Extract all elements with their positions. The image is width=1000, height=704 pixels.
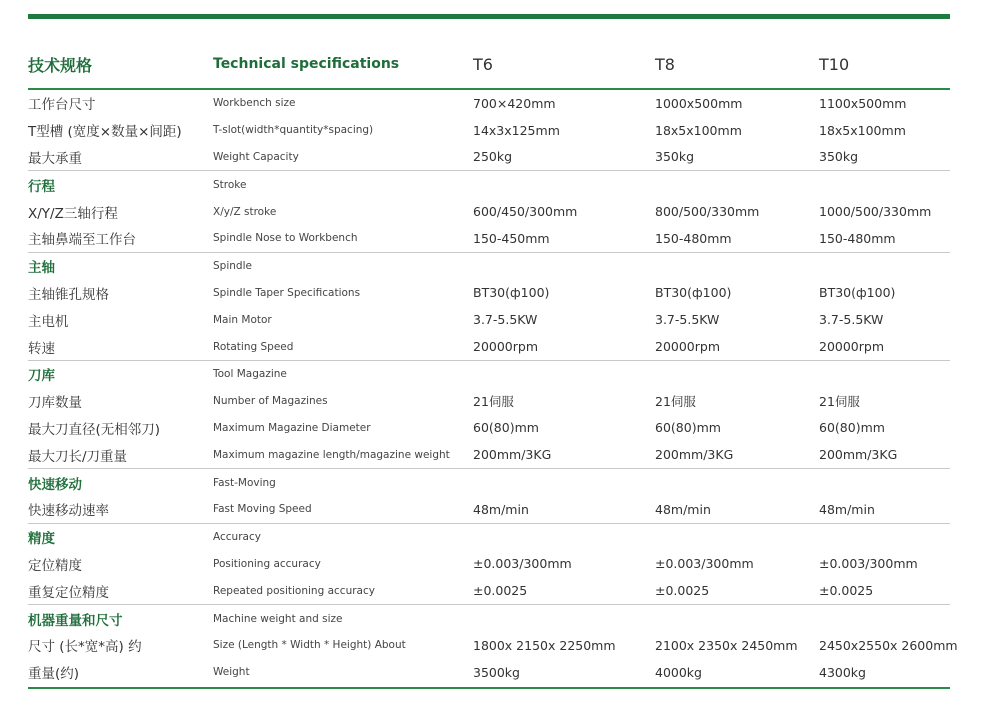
spec-value-t8: 60(80)mm (655, 420, 721, 436)
spec-value-t6: 21伺服 (473, 394, 514, 410)
spec-en-label: Main Motor (213, 313, 272, 326)
section-cn-label: 主轴 (28, 260, 55, 277)
spec-value-t6: ±0.0025 (473, 583, 528, 599)
header-model-t8: T8 (655, 54, 675, 74)
spec-row (28, 496, 950, 523)
spec-en-label: Rotating Speed (213, 340, 294, 353)
section-cn-label: 快速移动 (28, 476, 82, 493)
section-cn-label: 精度 (28, 531, 55, 548)
section-heading-row (28, 604, 950, 632)
spec-cn-label: 尺寸 (长*宽*高) 约 (28, 639, 142, 656)
spec-value-t10: ±0.003/300mm (819, 556, 918, 572)
spec-en-label: Weight (213, 666, 250, 679)
section-en-label: Fast-Moving (213, 476, 276, 489)
spec-value-t10: ±0.0025 (819, 583, 874, 599)
spec-cn-label: 最大刀长/刀重量 (28, 448, 128, 465)
spec-cn-label: 重复定位精度 (28, 584, 109, 601)
spec-row (28, 306, 950, 333)
spec-cn-label: 重量(约) (28, 666, 80, 683)
spec-cn-label: 最大刀直径(无相邻刀) (28, 421, 161, 438)
spec-en-label: Repeated positioning accuracy (213, 584, 375, 597)
spec-row (28, 280, 950, 307)
spec-value-t6: 3.7-5.5KW (473, 312, 538, 328)
spec-value-t8: 800/500/330mm (655, 204, 760, 220)
section-cn-label: 行程 (28, 178, 55, 195)
spec-row (28, 415, 950, 442)
spec-cn-label: 定位精度 (28, 557, 82, 574)
spec-en-label: Positioning accuracy (213, 557, 321, 570)
spec-value-t6: 14x3x125mm (473, 122, 560, 138)
header-cn-title: 技术规格 (28, 55, 93, 75)
spec-cn-label: 主轴鼻端至工作台 (28, 232, 136, 249)
spec-value-t10: 4300kg (819, 664, 866, 680)
spec-en-label: Weight Capacity (213, 150, 299, 163)
spec-value-t10: 60(80)mm (819, 420, 885, 436)
spec-en-label: Maximum Magazine Diameter (213, 421, 371, 434)
spec-value-t8: ±0.0025 (655, 583, 710, 599)
spec-value-t10: 20000rpm (819, 339, 885, 355)
spec-row (28, 659, 950, 686)
spec-value-t6: 150-450mm (473, 230, 550, 246)
spec-cn-label: T型槽 (宽度×数量×间距) (28, 124, 182, 141)
spec-value-t10: 18x5x100mm (819, 122, 906, 138)
spec-value-t10: 21伺服 (819, 394, 860, 410)
spec-value-t8: 18x5x100mm (655, 122, 742, 138)
spec-value-t8: 4000kg (655, 664, 702, 680)
spec-value-t6: 20000rpm (473, 339, 539, 355)
bottom-rule (28, 687, 950, 689)
spec-value-t10: BT30(ф100) (819, 285, 896, 301)
spec-cn-label: 最大承重 (28, 150, 82, 167)
spec-value-t10: 1000/500/330mm (819, 204, 932, 220)
spec-value-t6: 3500kg (473, 664, 520, 680)
spec-value-t8: 21伺服 (655, 394, 696, 410)
spec-value-t8: 200mm/3KG (655, 447, 734, 463)
spec-value-t10: 350kg (819, 149, 859, 165)
spec-cn-label: 快速移动速率 (28, 503, 109, 520)
spec-row (28, 144, 950, 171)
section-heading-row (28, 252, 950, 280)
spec-en-label: X/y/Z stroke (213, 205, 277, 218)
spec-cn-label: 主电机 (28, 313, 69, 330)
spec-en-label: Spindle Nose to Workbench (213, 232, 358, 245)
spec-en-label: Fast Moving Speed (213, 503, 312, 516)
section-cn-label: 机器重量和尺寸 (28, 612, 123, 629)
spec-cn-label: 转速 (28, 340, 55, 357)
spec-value-t6: 60(80)mm (473, 420, 539, 436)
spec-cn-label: 工作台尺寸 (28, 97, 96, 114)
spec-en-label: Workbench size (213, 97, 296, 110)
spec-value-t6: 1800x 2150x 2250mm (473, 637, 616, 653)
spec-value-t8: BT30(ф100) (655, 285, 732, 301)
section-heading-row (28, 523, 950, 551)
spec-value-t8: ±0.003/300mm (655, 556, 754, 572)
spec-value-t10: 1100x500mm (819, 95, 907, 111)
spec-cn-label: X/Y/Z三轴行程 (28, 205, 118, 222)
spec-value-t8: 2100x 2350x 2450mm (655, 637, 798, 653)
section-en-label: Spindle (213, 260, 252, 273)
spec-table-header (28, 40, 950, 90)
top-accent-bar (28, 14, 950, 19)
spec-cn-label: 刀库数量 (28, 395, 82, 412)
spec-row (28, 225, 950, 252)
spec-row (28, 198, 950, 225)
spec-cn-label: 主轴锥孔规格 (28, 286, 109, 303)
spec-value-t8: 1000x500mm (655, 95, 743, 111)
section-en-label: Machine weight and size (213, 612, 343, 625)
header-model-t10: T10 (819, 54, 850, 74)
spec-value-t8: 20000rpm (655, 339, 721, 355)
spec-row (28, 577, 950, 604)
spec-value-t6: 600/450/300mm (473, 204, 578, 220)
section-heading-row (28, 468, 950, 496)
section-heading-row (28, 360, 950, 388)
spec-row (28, 388, 950, 415)
section-cn-label: 刀库 (28, 368, 55, 385)
spec-en-label: Size (Length * Width * Height) About (213, 639, 406, 652)
spec-value-t10: 3.7-5.5KW (819, 312, 884, 328)
spec-value-t10: 200mm/3KG (819, 447, 898, 463)
spec-value-t8: 150-480mm (655, 230, 732, 246)
spec-row (28, 117, 950, 144)
spec-en-label: Spindle Taper Specifications (213, 286, 361, 299)
spec-value-t8: 350kg (655, 149, 695, 165)
header-en-title: Technical specifications (213, 56, 400, 72)
spec-row (28, 90, 950, 117)
spec-table (28, 40, 958, 686)
spec-value-t6: ±0.003/300mm (473, 556, 572, 572)
spec-row (28, 632, 958, 659)
spec-value-t10: 2450x2550x 2600mm (819, 637, 958, 653)
spec-row (28, 551, 950, 578)
spec-en-label: Maximum magazine length/magazine weight (213, 448, 450, 461)
section-en-label: Stroke (213, 178, 247, 191)
spec-row (28, 441, 950, 468)
spec-row (28, 333, 950, 360)
spec-value-t6: 250kg (473, 149, 513, 165)
section-heading-row (28, 170, 950, 198)
header-model-t6: T6 (473, 54, 493, 74)
section-en-label: Accuracy (213, 531, 261, 544)
spec-value-t10: 150-480mm (819, 230, 896, 246)
spec-value-t6: 200mm/3KG (473, 447, 552, 463)
spec-value-t6: 700×420mm (473, 95, 556, 111)
spec-value-t6: BT30(ф100) (473, 285, 550, 301)
spec-en-label: Number of Magazines (213, 395, 328, 408)
section-en-label: Tool Magazine (213, 368, 287, 381)
spec-value-t10: 48m/min (819, 501, 875, 517)
spec-value-t6: 48m/min (473, 501, 529, 517)
spec-en-label: T-slot(width*quantity*spacing) (213, 124, 374, 137)
spec-value-t8: 3.7-5.5KW (655, 312, 720, 328)
spec-value-t8: 48m/min (655, 501, 711, 517)
